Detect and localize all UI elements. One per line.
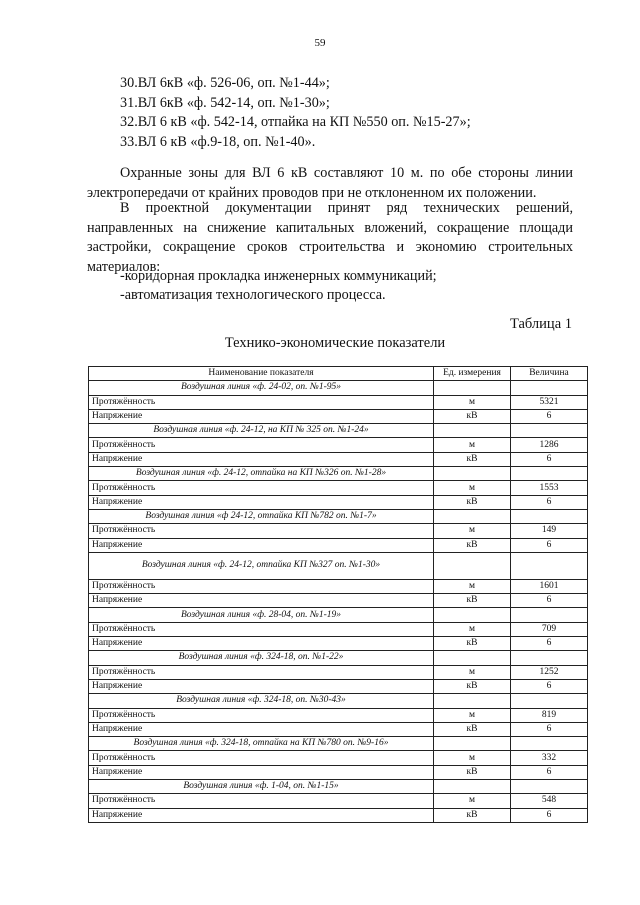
unit-cell: м — [434, 438, 511, 452]
value-cell: 6 — [511, 594, 588, 608]
empty-cell — [434, 381, 511, 395]
page-number: 59 — [314, 37, 326, 49]
value-cell: 5321 — [511, 395, 588, 409]
empty-cell — [434, 424, 511, 438]
table-section-row — [89, 552, 588, 579]
value-cell: 6 — [511, 722, 588, 736]
unit-cell: м — [434, 622, 511, 636]
unit-cell: м — [434, 751, 511, 765]
paragraph-protection-zones: Охранные зоны для ВЛ 6 кВ составляют 10 м. по обе стороны линии электропередачи от крайних проводов при не отклоненном их положении. — [87, 165, 573, 201]
unit-cell: м — [434, 665, 511, 679]
unit-cell: кВ — [434, 594, 511, 608]
table-title: Технико-экономические показатели — [224, 335, 446, 351]
value-cell: 6 — [511, 808, 588, 822]
header-unit: Ед. измерения — [434, 367, 511, 381]
table-body — [89, 381, 588, 823]
bullet-item: -коридорная прокладка инженерных коммуникаций; — [120, 268, 437, 284]
unit-cell: кВ — [434, 679, 511, 693]
section-title: Воздушная линия «ф. 24-12, на КП № 325 оп. №1-24» — [89, 424, 434, 438]
empty-cell — [434, 467, 511, 481]
table-row — [89, 395, 588, 409]
indicator-name: Протяжённость — [89, 395, 434, 409]
empty-cell — [434, 780, 511, 794]
unit-cell: кВ — [434, 409, 511, 423]
table-row — [89, 808, 588, 822]
unit-cell: кВ — [434, 495, 511, 509]
value-cell: 709 — [511, 622, 588, 636]
indicator-name: Протяжённость — [89, 622, 434, 636]
table-section-row — [89, 467, 588, 481]
table-section-row — [89, 737, 588, 751]
value-cell: 1252 — [511, 665, 588, 679]
table-row — [89, 524, 588, 538]
table-row — [89, 637, 588, 651]
section-title: Воздушная линия «ф 24-12, отпайка КП №782 оп. №1-7» — [89, 509, 434, 523]
table-row — [89, 665, 588, 679]
unit-cell: кВ — [434, 538, 511, 552]
value-cell: 6 — [511, 495, 588, 509]
empty-cell — [434, 552, 511, 579]
table-section-row — [89, 694, 588, 708]
unit-cell: м — [434, 708, 511, 722]
empty-cell — [511, 608, 588, 622]
table-row — [89, 794, 588, 808]
section-title: Воздушная линия «ф. 324-18, оп. №30-43» — [89, 694, 434, 708]
empty-cell — [434, 737, 511, 751]
table-row — [89, 452, 588, 466]
section-title: Воздушная линия «ф. 1-04, оп. №1-15» — [89, 780, 434, 794]
value-cell: 1601 — [511, 579, 588, 593]
section-title: Воздушная линия «ф. 24-12, отпайка КП №327 оп. №1-30» — [89, 552, 434, 579]
unit-cell: м — [434, 481, 511, 495]
table-section-row — [89, 509, 588, 523]
value-cell: 1286 — [511, 438, 588, 452]
empty-cell — [511, 381, 588, 395]
header-value: Величина — [511, 367, 588, 381]
empty-cell — [511, 651, 588, 665]
empty-cell — [511, 737, 588, 751]
unit-cell: кВ — [434, 452, 511, 466]
indicator-name: Напряжение — [89, 679, 434, 693]
section-title: Воздушная линия «ф. 24-12, отпайка на КП №326 оп. №1-28» — [89, 467, 434, 481]
value-cell: 819 — [511, 708, 588, 722]
table-row — [89, 722, 588, 736]
empty-cell — [511, 694, 588, 708]
unit-cell: м — [434, 395, 511, 409]
indicators-table — [88, 366, 588, 823]
table-section-row — [89, 651, 588, 665]
empty-cell — [434, 651, 511, 665]
empty-cell — [434, 608, 511, 622]
value-cell: 6 — [511, 538, 588, 552]
empty-cell — [511, 509, 588, 523]
unit-cell: кВ — [434, 637, 511, 651]
indicator-name: Напряжение — [89, 409, 434, 423]
indicator-name: Напряжение — [89, 538, 434, 552]
line-list — [120, 74, 471, 152]
indicator-name: Протяжённость — [89, 579, 434, 593]
table-row — [89, 538, 588, 552]
table-row — [89, 495, 588, 509]
unit-cell: кВ — [434, 808, 511, 822]
table-row — [89, 622, 588, 636]
table-section-row — [89, 381, 588, 395]
value-cell: 6 — [511, 409, 588, 423]
indicator-name: Напряжение — [89, 452, 434, 466]
table-row — [89, 679, 588, 693]
empty-cell — [511, 467, 588, 481]
empty-cell — [511, 552, 588, 579]
indicator-name: Протяжённость — [89, 665, 434, 679]
value-cell: 6 — [511, 637, 588, 651]
list-line: 33.ВЛ 6 кВ «ф.9-18, оп. №1-40». — [120, 133, 316, 150]
empty-cell — [434, 509, 511, 523]
value-cell: 6 — [511, 765, 588, 779]
section-title: Воздушная линия «ф. 28-04, оп. №1-19» — [89, 608, 434, 622]
value-cell: 1553 — [511, 481, 588, 495]
header-name: Наименование показателя — [89, 367, 434, 381]
empty-cell — [511, 424, 588, 438]
empty-cell — [511, 780, 588, 794]
table-row — [89, 765, 588, 779]
table-section-row — [89, 424, 588, 438]
indicator-name: Напряжение — [89, 495, 434, 509]
indicator-name: Напряжение — [89, 722, 434, 736]
table-section-row — [89, 608, 588, 622]
unit-cell: кВ — [434, 765, 511, 779]
section-title: Воздушная линия «ф. 24-02, оп. №1-95» — [89, 381, 434, 395]
table-section-row — [89, 780, 588, 794]
table-header-row — [89, 367, 588, 381]
unit-cell: кВ — [434, 722, 511, 736]
indicator-name: Протяжённость — [89, 524, 434, 538]
table-row — [89, 751, 588, 765]
value-cell: 332 — [511, 751, 588, 765]
list-line: 32.ВЛ 6 кВ «ф. 542-14, отпайка на КП №550 оп. №15-27»; — [120, 114, 471, 130]
indicator-name: Напряжение — [89, 808, 434, 822]
indicator-name: Протяжённость — [89, 751, 434, 765]
table-row — [89, 438, 588, 452]
value-cell: 548 — [511, 794, 588, 808]
value-cell: 6 — [511, 452, 588, 466]
unit-cell: м — [434, 579, 511, 593]
indicator-name: Напряжение — [89, 765, 434, 779]
list-line: 30.ВЛ 6кВ «ф. 526-06, оп. №1-44»; — [120, 75, 330, 91]
indicator-name: Протяжённость — [89, 481, 434, 495]
indicator-name: Напряжение — [89, 637, 434, 651]
unit-cell: м — [434, 794, 511, 808]
indicator-name: Напряжение — [89, 594, 434, 608]
indicator-name: Протяжённость — [89, 708, 434, 722]
list-line: 31.ВЛ 6кВ «ф. 542-14, оп. №1-30»; — [120, 94, 330, 111]
indicator-name: Протяжённость — [89, 794, 434, 808]
indicator-name: Протяжённость — [89, 438, 434, 452]
table-row — [89, 481, 588, 495]
table-number: Таблица 1 — [509, 316, 572, 332]
empty-cell — [434, 694, 511, 708]
section-title: Воздушная линия «ф. 324-18, оп. №1-22» — [89, 651, 434, 665]
paragraph-technical-solutions: В проектной документации принят ряд технических решений, направленных на снижение капитальных вложений, сокращение площади застройки, сокращение сроков строительства и экономию строительных материалов: — [87, 200, 573, 275]
unit-cell: м — [434, 524, 511, 538]
bullet-item: -автоматизация технологического процесса. — [120, 287, 386, 303]
table-row — [89, 594, 588, 608]
table-row — [89, 579, 588, 593]
table-row — [89, 708, 588, 722]
section-title: Воздушная линия «ф. 324-18, отпайка на КП №780 оп. №9-16» — [89, 737, 434, 751]
value-cell: 6 — [511, 679, 588, 693]
table-row — [89, 409, 588, 423]
value-cell: 149 — [511, 524, 588, 538]
